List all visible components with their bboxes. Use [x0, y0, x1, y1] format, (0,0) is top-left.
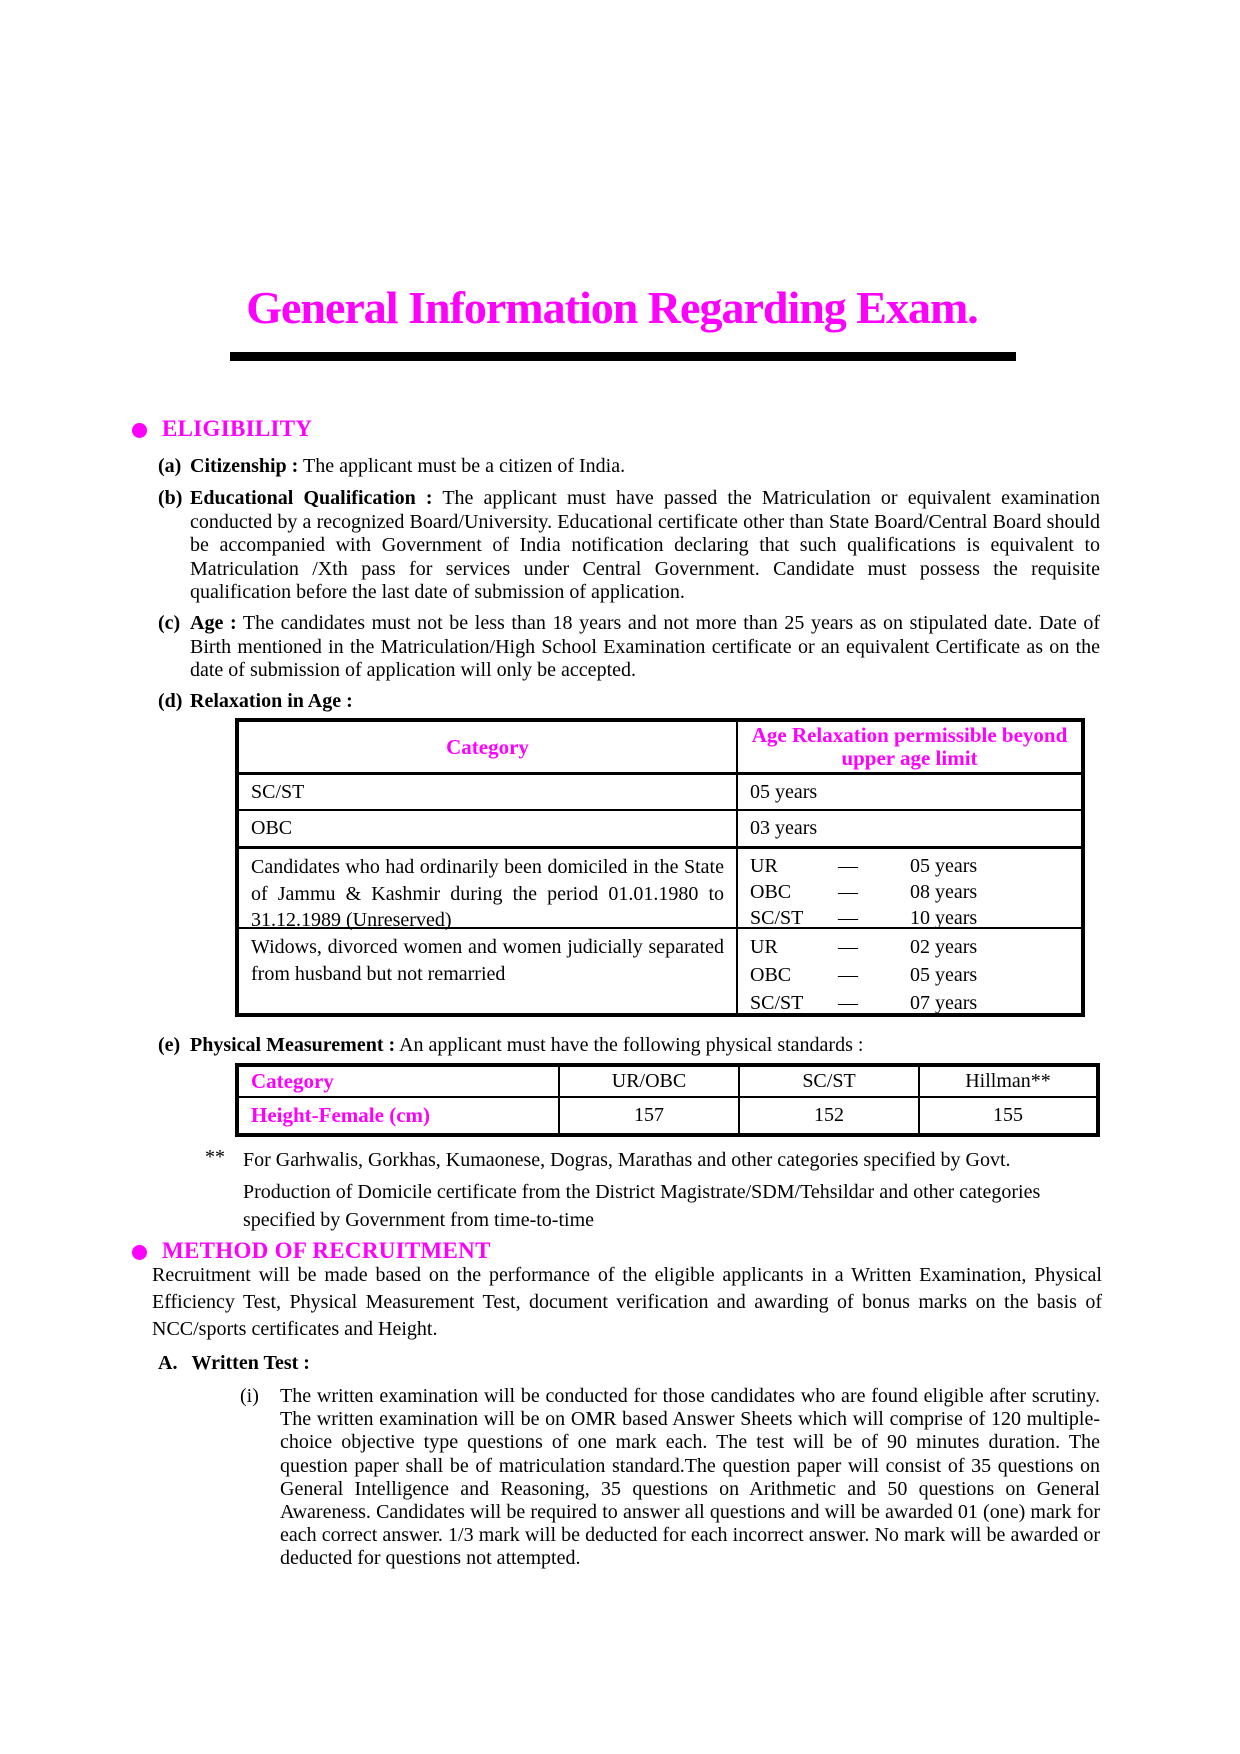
method-intro: Recruitment will be made based on the performance of the eligible applicants in a Written Examination, Physical Efficiency Test, Physical Measurement Test, document verification and awarding of bonus marks on the basis of NCC/sports certificates and Height. [152, 1264, 1102, 1340]
relaxation-line [750, 961, 1081, 989]
section-heading-method: METHOD OF RECRUITMENT [162, 1238, 491, 1263]
footnote [243, 1146, 1105, 1234]
page-title: General Information Regarding Exam. [246, 282, 978, 333]
item-d-label: (d) [158, 690, 183, 712]
item-e-label: (e) [158, 1034, 181, 1056]
item-e-term: Physical Measurement : [190, 1034, 396, 1056]
value-cell: 05 years [750, 780, 818, 803]
dash: — [838, 991, 858, 1014]
relax-years: 05 years [910, 963, 978, 986]
relax-cat: SC/ST [750, 906, 804, 929]
item-a-text: The applicant must be a citizen of India. [302, 455, 626, 477]
dash: — [838, 880, 858, 903]
category-cell: OBC [251, 817, 293, 839]
written-test-heading [158, 1352, 310, 1375]
value-cell: 03 years [750, 817, 818, 839]
item-b-term: Educational Qualification : [190, 487, 433, 509]
bullet-icon [132, 423, 147, 438]
item-e [158, 1034, 1100, 1058]
item-c-text: The candidates must not be less than 18 years and not more than 25 years as on stipulated date. Date of Birth mentioned in the Matriculation/High School Examination certificate or an equivalent Certificate as on the date of submission of application will only be accepted. [190, 612, 1101, 681]
point-i [240, 1385, 1100, 1571]
height-scst: 152 [814, 1104, 844, 1126]
relaxation-line [750, 989, 1081, 1017]
dash: — [838, 854, 858, 877]
category-cell: SC/ST [251, 780, 305, 803]
category-cell: Candidates who had ordinarily been domiciled in the State of Jammu & Kashmir during the period 01.01.1980 to 31.12.1989 (Unreserved) [239, 849, 738, 927]
written-test-label: A. [158, 1352, 178, 1374]
table-row-height-female [239, 1098, 1096, 1133]
item-a-term: Citizenship : [190, 455, 299, 477]
table-row-obc [239, 809, 1081, 846]
footnote-line-2: Production of Domicile certificate from the District Magistrate/SDM/Tehsildar and other categories specified by Government from time-to-time [243, 1181, 1041, 1231]
bullet-icon [132, 1245, 147, 1260]
item-c [158, 612, 1100, 683]
header-ur-obc: UR/OBC [611, 1070, 687, 1092]
dash: — [838, 963, 858, 986]
header-category: Category [446, 734, 529, 759]
height-ur-obc: 157 [634, 1104, 664, 1126]
row-label: Height-Female (cm) [251, 1103, 431, 1127]
item-a [158, 455, 1100, 479]
item-a-label: (a) [158, 455, 182, 477]
relax-years: 10 years [910, 906, 978, 929]
item-d [158, 690, 1100, 714]
relax-cat: SC/ST [750, 991, 804, 1014]
age-relaxation-table [235, 718, 1085, 1017]
physical-standards-table [235, 1063, 1100, 1137]
header-category: Category [251, 1069, 334, 1093]
title-block [222, 282, 1002, 334]
title-underline [230, 352, 1016, 361]
relaxation-line [750, 879, 1081, 905]
item-b-text: The applicant must have passed the Matriculation or equivalent examination conducted by a recognized Board/University. Educational certificate other than State Board/Central Board should be accompanied with Government of India notification declaring that such qualifications is equivalent to Matriculation /Xth pass for services under Central Government. Candidate must possess the requisite qualification before the last date of submission of application. [190, 487, 1101, 603]
written-test-term: Written Test : [191, 1352, 310, 1374]
relaxation-line [750, 933, 1081, 961]
relaxation-line [750, 905, 1081, 931]
relax-years: 02 years [910, 935, 978, 958]
relax-cat: OBC [750, 963, 792, 986]
relax-cat: UR [750, 935, 778, 958]
table-row-widows [239, 927, 1081, 1017]
relax-years: 05 years [910, 854, 978, 877]
item-b-label: (b) [158, 487, 183, 509]
header-scst: SC/ST [802, 1070, 856, 1092]
table-row-jk-domicile [239, 846, 1081, 931]
table-header-row [239, 722, 1081, 772]
table-row-scst [239, 772, 1081, 809]
point-i-text: The written examination will be conducted for those candidates who are found eligible after scrutiny. The written examination will be on OMR based Answer Sheets which will comprise of 120 multiple-choice objective type questions of one mark each. The test will be of 90 minutes duration. The question paper shall be of matriculation standard.The question paper will consist of 35 questions on General Intelligence and Reasoning, 35 questions on Arithmetic and 50 questions on General Awareness. Candidates will be required to answer all questions and will be awarded 01 (one) mark for each correct answer. 1/3 mark will be deducted for each incorrect answer. No mark will be awarded or deducted for questions not attempted. [280, 1385, 1100, 1570]
category-cell: Widows, divorced women and women judicially separated from husband but not remarried [239, 929, 738, 1017]
footnote-marker: ** [205, 1146, 225, 1168]
relax-years: 07 years [910, 991, 978, 1014]
relaxation-line [750, 853, 1081, 879]
dash: — [838, 935, 858, 958]
item-b [158, 487, 1100, 605]
header-age-relaxation: Age Relaxation permissible beyond upper age limit [751, 723, 1068, 770]
table-header-row [239, 1067, 1096, 1098]
relax-cat: UR [750, 854, 778, 877]
item-d-term: Relaxation in Age : [190, 690, 353, 712]
height-hillman: 155 [993, 1104, 1023, 1126]
item-c-term: Age : [190, 612, 237, 634]
relax-years: 08 years [910, 880, 978, 903]
relax-cat: OBC [750, 880, 792, 903]
footnote-line-1: For Garhwalis, Gorkhas, Kumaonese, Dogras, Marathas and other categories specified by Govt. [243, 1149, 1011, 1171]
item-e-text: An applicant must have the following physical standards : [399, 1034, 864, 1056]
dash: — [838, 906, 858, 929]
point-i-label: (i) [240, 1385, 259, 1407]
item-c-label: (c) [158, 612, 181, 634]
section-heading-eligibility: ELIGIBILITY [162, 416, 313, 441]
header-hillman: Hillman** [965, 1070, 1051, 1092]
